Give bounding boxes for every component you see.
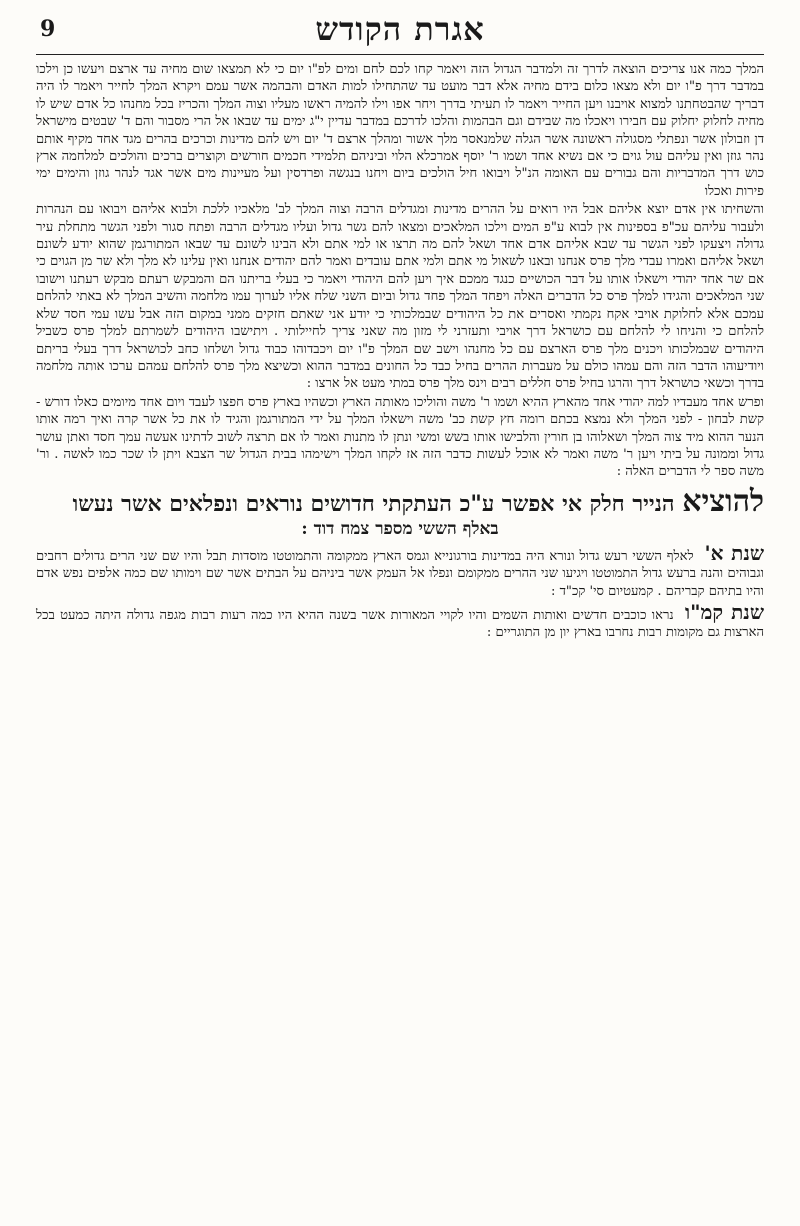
year-entry-text: לאלף הששי רעש גדול ונורא היה במדינות בורגונייא וגמס הארץ ממקומה והתמוטטו מוסדות תבל והיו שם שני הרים גדולים רחבים וגבוהים והנה ברעש גדול התמוטטו ויגיעו שני ההרים ממקומם ונפלו אל העמק אשר ביניהם על הבתים אשר שם וימותו שם כמה אלפים נפש אדם והיו בתיהם קבריהם . קמעטיום סי' קכ"ד : (36, 548, 764, 599)
page-header (36, 10, 764, 55)
paragraph-1: המלך כמה אנו צריכים הוצאה לדרך זה ולמדבר הגדול הזה ויאמר קחו לכם לחם ומים לפ"ו יום כי לא תמצאו שום מחיה עד ארצם ויעשו כן וילכו במדבר דרך פ"ו יום ולא מצאו כלום בידם מחיה אלא דבר מועט עד שהתחילו למות האדם והבהמה אשר עמם ויקרא המלך לחייר ויאמר לו היה דבריך שהבטחתנו למצוא אויבנו ויען החייר ויאמר לו תעיתי בדרך ויחר אפו וילו להמיה ראשו מעליו וצוה המלך והכריז בכל מחנהו כל אדם שיש לו מחיה לחלוק יחלוק עם חבירו ויאכלו מה שבידם וגם הבהמות והלכו לדרכם במדבר עדיין י"ג ימים עד שבאו אל הרי מסבור והם ד' שבטים מישראל דן וזבולון אשר ונפתלי מסגולה ראשונה אשר הגלה שלמנאסר מלך אשור ומהלך ארצם ד' יום ויש להם מדינות וכרכים בהרים מגד אחד מקיף אותם נהר גוזן ואין עליהם עול גוים כי אם נשיא אחד ושמו ר' יוסף אמרכלא הלוי וביניהם תלמידי חכמים חורשים וקוצרים ברכים והולכים למלחמה ארץ כוש דרך המדבריות והם גבורים עם האומה הנ"ל ויבואו חיל הולכים ביום ויחנו בנגשה ופרדסין ועל מעיינות מים אשר אגד לנהר גוזן והימים ימי פירות ואכלו (36, 62, 764, 199)
section-title (36, 483, 764, 519)
year-label: שנת קמ"ו (684, 599, 764, 624)
page (36, 10, 764, 642)
year-entry (36, 599, 764, 642)
running-title: אגרת הקודש (315, 10, 485, 48)
section-subtitle: באלף הששי מספר צמח דוד : (301, 518, 499, 539)
section-title-lead: להוציא (682, 483, 764, 519)
paragraph-3: ופרש אחד מעבדיו למה יהודי אחד מהארץ ההיא ושמו ר' משה והוליכו מאותה הארץ וכשהיו בארץ פרס חפצו לעבד ויום אחד מיומים כאלו דורש - קשת לבחון - לפני המלך ולא נמצא בכתם רומה חץ קשת כב' משה וישאלו המלך על ידי המתורגמן והגיד לו את כל אשר קרה ואיך רמה אותו הנער ההוא מיד צוה המלך ושאלוהו בן חורין והלבישו אותו בשש ומשי ונתן לו מתנות ואמר לו אם תרצה לשוב לדתינו אעשה עמך חסד ואתן עושר גדול וממונה על ביתי ויען ר' משה ואמר לא אוכל לעשות כדבר הזה אז לקחו המלך וישימהו בבית הגדול שר הצבא ויתן לו שכר כמו לאשה . ור' משה ספר לי הדברים האלה : (36, 394, 764, 480)
year-entry (36, 540, 764, 600)
year-label: שנת א' (704, 540, 764, 565)
page-number: 9 (40, 16, 56, 42)
body-text (36, 61, 764, 481)
paragraph-2: והשחיתו אין אדם יוצא אליהם אבל היו רואים על ההרים מדינות ומגדלים הרבה וצוה המלך לב' מלאכיו ללכת ולבוא אליהם ויבואו עם הנהרות ולעבור עליהם עכ"פ בספינות אין לבוא ע"פ המים וילכו המלאכים ומצאו להם גשר גדול ועליו מגדלים הרבה ופתח סגור ולפני הגשר מתחלת עיר גדולה ויצעקו לפני הגשר עד שבא אליהם אדם אחד ושאל להם מה תרצו או למי אתם ולא הבינו לשונם עד שבאו המתורגמן שהוא יודע לשונם ושאל אליהם ואמרו עבדי מלך פרס אנחנו ובאנו לשאול מי אתם ולמי אתם עובדים ואמר להם יהודים אנחנו ואין עלינו לא מלך ולא שר מן הגוים כי אם שר אחד יהודי וישאלו אותו על דבר הכושיים כנגד ממכם איך ויען להם היהודי ויאמר כי בעלי בריתנו הם והמבקש רעתם מבקש רעתנו וישובו שני המלאכים והגידו למלך פרס כל הדברים האלה ויפחד המלך פחד גדול וביום השני שלח אליו לערוך עמו מלחמה והשיב המלך לא באתי להלחם עמכם אלא לחלוקת אויבי אקח נקמתי ואסרים את כל היהודים שבמלכותי כי יודע אני שאתם חזקים ממני במקום הזה אבל עשו עמי חסד שלא להלחם כי והניחו לי להלחם עם כושראל דרך אויבי ותעזרני לי מזון מה שאני צריך לחיילותי . ויתישבו היהודים לשמרתם למלך פרס כשביל היהודים שבמלכותו ויכנים מלך פרס הארצם עם כל מחנהו וישב שם המלך פ"ו יום ויכבדוהו כבוד גדול ושלחו כחב לכושראל דרך בעלי בריתם ויודיעוהו הדבר הזה והם עמהו כולם על מעברות ההרים בחיל כבד כל החונים במדבר ההוא וכשיצא מלך פרס להלחם עמהם ערכו אותה מלחמה בדרך וכשאי כושראל דרך והרגו בחיל פרס חללים רבים וינס מלך פרס במתי מעט אל ארצו : (36, 202, 764, 392)
section-title-rest: הנייר חלק אי אפשר ע"כ העתקתי חדושים נוראים ונפלאים אשר נעשו (72, 490, 675, 517)
year-entry-text: נראו כוכבים חדשים ואותות השמים והיו לקויי המאורות אשר בשנה ההיא היו כמה רעות רבות מגפה גדולה היתה כמעט בכל הארצות גם מקומות רבות נחרבו בארץ יון מן התוגריים : (36, 607, 764, 641)
